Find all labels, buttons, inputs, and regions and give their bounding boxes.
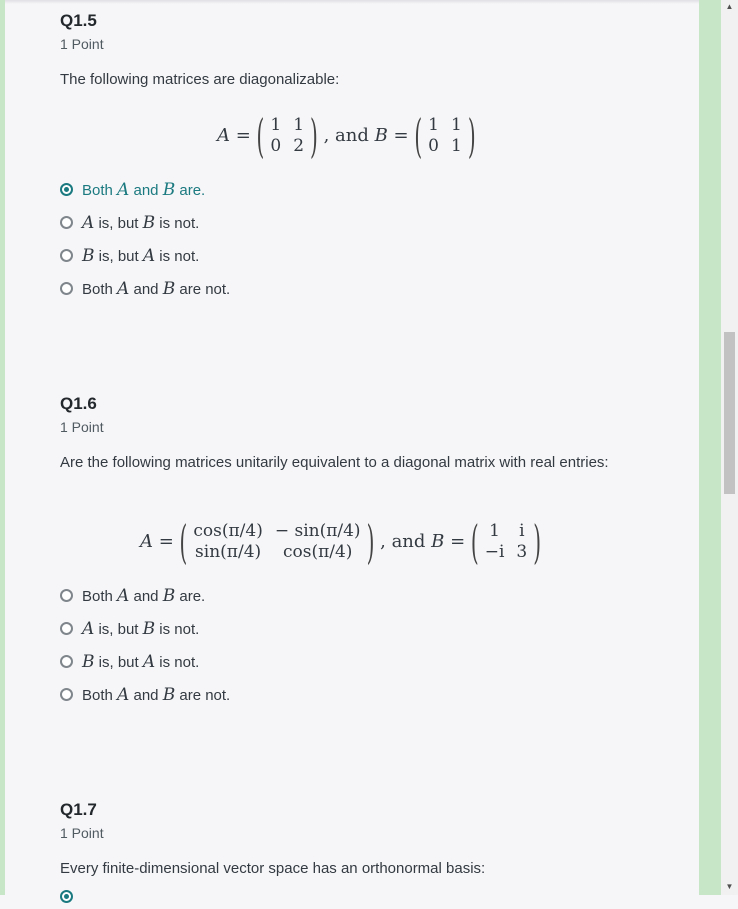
matrix-expression [140,514,542,570]
question-points: 1 Point [60,419,104,435]
radio-button[interactable] [60,282,73,295]
question-title: Q1.6 [60,394,97,413]
radio-button[interactable] [60,655,73,668]
question-prompt: Are the following matrices unitarily equivalent to a diagonal matrix with real entries: [60,454,609,471]
left-accent-stripe [0,0,5,895]
matrix-cell: 1 [489,521,500,541]
matrix-cell: 0 [428,136,439,156]
radio-button[interactable] [60,688,73,701]
option-label: Both A and B are. [82,180,206,200]
matrix-cell: 1 [270,115,282,135]
right-accent-stripe [699,0,721,895]
top-shadow [5,0,699,4]
matrix-cell: cos(π/4) [282,542,353,562]
scroll-thumb[interactable] [724,332,735,494]
option-label: Both A and B are not. [82,279,231,299]
question-prompt: Every finite-dimensional vector space has an orthonormal basis: [60,860,486,877]
radio-button[interactable] [60,249,73,262]
radio-button[interactable] [60,890,73,903]
radio-button[interactable] [60,216,73,229]
option-label: B is, but A is not. [82,246,200,266]
matrix-cell: 0 [270,136,282,156]
matrix-cell: 1 [451,136,462,156]
question-prompt: The following matrices are diagonalizable: [60,71,340,88]
radio-button[interactable] [60,183,73,196]
matrix-joiner: , and [323,125,369,146]
radio-button[interactable] [60,622,73,635]
matrix-cell: 1 [428,115,439,135]
matrix-cell: 1 [451,115,462,135]
matrix-cell: cos(π/4) [193,521,263,541]
option-label: Both A and B are. [82,586,206,606]
matrix-cell: − sin(π/4) [274,521,361,541]
matrix-expression [217,108,476,164]
matrix-cell: 3 [516,542,528,562]
matrix-a-label: A = [217,125,251,146]
radio-button[interactable] [60,589,73,602]
matrix-cell: sin(π/4) [195,542,262,562]
matrix-b-label: B = [431,531,466,552]
scroll-down-icon[interactable]: ▼ [725,882,734,891]
question-points: 1 Point [60,825,104,841]
matrix-b: ( 1 1 0 1 ) [414,108,476,164]
question-points: 1 Point [60,36,104,52]
matrix-cell: 2 [293,136,305,156]
matrix-b: ( 1 i −i 3 ) [470,514,542,570]
option-label: B is, but A is not. [82,652,200,672]
matrix-b-label: B = [374,125,409,146]
matrix-a: ( cos(π/4) − sin(π/4) sin(π/4) cos(π/4) ) [179,514,375,570]
scroll-up-icon[interactable]: ▲ [725,2,734,11]
matrix-cell: 1 [293,115,305,135]
option-label: A is, but B is not. [82,619,200,639]
matrix-cell: −i [484,542,505,562]
matrix-cell: i [519,521,525,541]
option-label: Both A and B are not. [82,685,231,705]
matrix-a-label: A = [140,531,174,552]
question-title: Q1.7 [60,800,97,819]
matrix-joiner: , and [380,531,426,552]
matrix-a: ( 1 1 0 2 ) [256,108,318,164]
question-title: Q1.5 [60,11,97,30]
option-label: A is, but B is not. [82,213,200,233]
